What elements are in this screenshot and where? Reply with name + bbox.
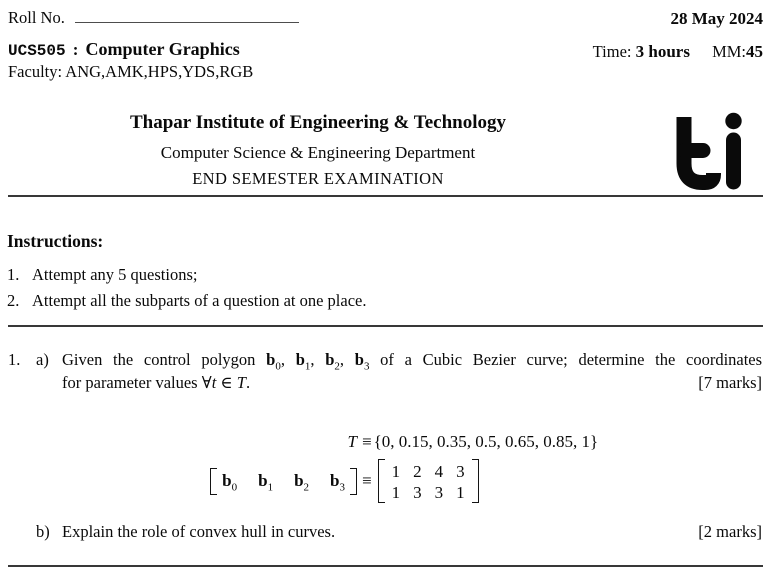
control-point-b1: b	[295, 350, 305, 369]
left-bracket	[210, 468, 217, 495]
matrix-cell: 4	[434, 462, 444, 481]
thapar-ti-logo-icon	[674, 110, 746, 198]
control-matrix-equation	[0, 457, 771, 505]
right-bracket	[472, 459, 479, 503]
question-number: 1.	[8, 350, 21, 369]
matrix-cell: 3	[456, 462, 465, 481]
divider-top	[8, 195, 763, 197]
t-set-values: {0, 0.15, 0.35, 0.5, 0.65, 0.85, 1}	[373, 432, 599, 452]
matrix-cell: 3	[413, 483, 422, 503]
matrix-cell: 3	[434, 483, 444, 503]
matrix-cell: 2	[413, 462, 422, 481]
exam-date: 28 May 2024	[670, 9, 763, 28]
control-point-b3-sub: 3	[363, 360, 370, 373]
faculty-row	[8, 62, 253, 83]
b-vector	[210, 468, 357, 495]
T-set-variable: T	[236, 373, 246, 392]
control-point-b0-sub: 0	[275, 360, 281, 373]
question-1b-text: Explain the role of convex hull in curves.	[62, 522, 336, 541]
separator: ,	[280, 350, 285, 369]
course-code: UCS505	[8, 42, 66, 60]
instruction-text: Attempt any 5 questions;	[32, 265, 198, 284]
instruction-number: 2.	[7, 290, 20, 310]
control-point-b0: b	[266, 350, 276, 369]
institute-name: Thapar Institute of Engineering & Technology	[129, 112, 506, 133]
equiv-symbol: ≡	[362, 471, 372, 491]
q1a-marks-badge: [7 marks]	[698, 373, 762, 392]
instruction-item	[7, 291, 763, 312]
exam-title: END SEMESTER EXAMINATION	[192, 169, 444, 188]
matrix-cell: 1	[391, 483, 401, 503]
question-1a-line2	[62, 373, 250, 394]
element-of-symbol: ∈	[220, 373, 233, 392]
math-display-block	[0, 430, 771, 505]
matrix-cell: 1	[456, 483, 465, 503]
mm-value: 45	[746, 42, 763, 61]
divider-bottom	[8, 565, 763, 567]
time-label: Time:	[592, 42, 632, 61]
instruction-number: 1.	[7, 265, 20, 284]
t-set-equation	[0, 430, 771, 454]
T-symbol: T	[347, 432, 357, 452]
faculty-label: Faculty:	[8, 62, 63, 81]
control-point-b2: b	[325, 350, 335, 369]
control-points-matrix	[378, 459, 479, 503]
period: .	[245, 373, 251, 392]
matrix-cell: 1	[391, 462, 401, 481]
instructions-heading: Instructions:	[7, 231, 104, 251]
divider-questions	[8, 325, 763, 327]
equiv-symbol: ≡	[362, 432, 372, 452]
t-variable: t	[211, 373, 217, 392]
q1b-marks-badge: [2 marks]	[698, 522, 762, 541]
control-point-b1-sub: 1	[304, 360, 311, 373]
question-part-label: b)	[36, 522, 50, 541]
vector-entry: $b_3$	[330, 471, 345, 494]
time-value: 3 hours	[635, 42, 690, 61]
right-bracket	[350, 468, 357, 495]
mm-label: MM:	[712, 42, 746, 61]
roll-blank-line	[75, 9, 299, 23]
roll-number-row	[8, 8, 299, 29]
control-point-b2-sub: 2	[334, 360, 340, 373]
q1a-line2-text: for parameter values	[62, 373, 198, 392]
course-title: Computer Graphics	[85, 39, 240, 59]
question-1a-line1	[62, 350, 762, 371]
course-separator: :	[72, 40, 79, 59]
logo-i-dot	[725, 113, 741, 129]
institute-header	[0, 111, 636, 190]
left-bracket	[378, 459, 385, 503]
instructions-list	[7, 265, 763, 311]
instruction-item	[7, 265, 763, 286]
vector-entry: $b_0$	[222, 471, 238, 494]
q1a-text-post: of a Cubic Bezier curve; determine the coordinates	[380, 350, 763, 369]
roll-label: Roll No.	[8, 8, 65, 27]
course-row	[8, 38, 240, 61]
forall-symbol: ∀	[201, 373, 212, 392]
separator: ,	[310, 350, 315, 369]
control-point-b3: b	[354, 350, 364, 369]
separator: ,	[339, 350, 345, 369]
vector-entry: $b_1$	[258, 471, 274, 494]
vector-entry: $b_2$	[294, 471, 310, 494]
department-name: Computer Science & Engineering Department	[160, 142, 476, 162]
time-marks-row	[593, 41, 763, 63]
q1a-text-pre: Given the control polygon	[62, 350, 256, 369]
instruction-text: Attempt all the subparts of a question at one place.	[32, 290, 367, 310]
faculty-names: ANG,AMK,HPS,YDS,RGB	[65, 62, 254, 81]
question-part-label: a)	[36, 350, 49, 369]
